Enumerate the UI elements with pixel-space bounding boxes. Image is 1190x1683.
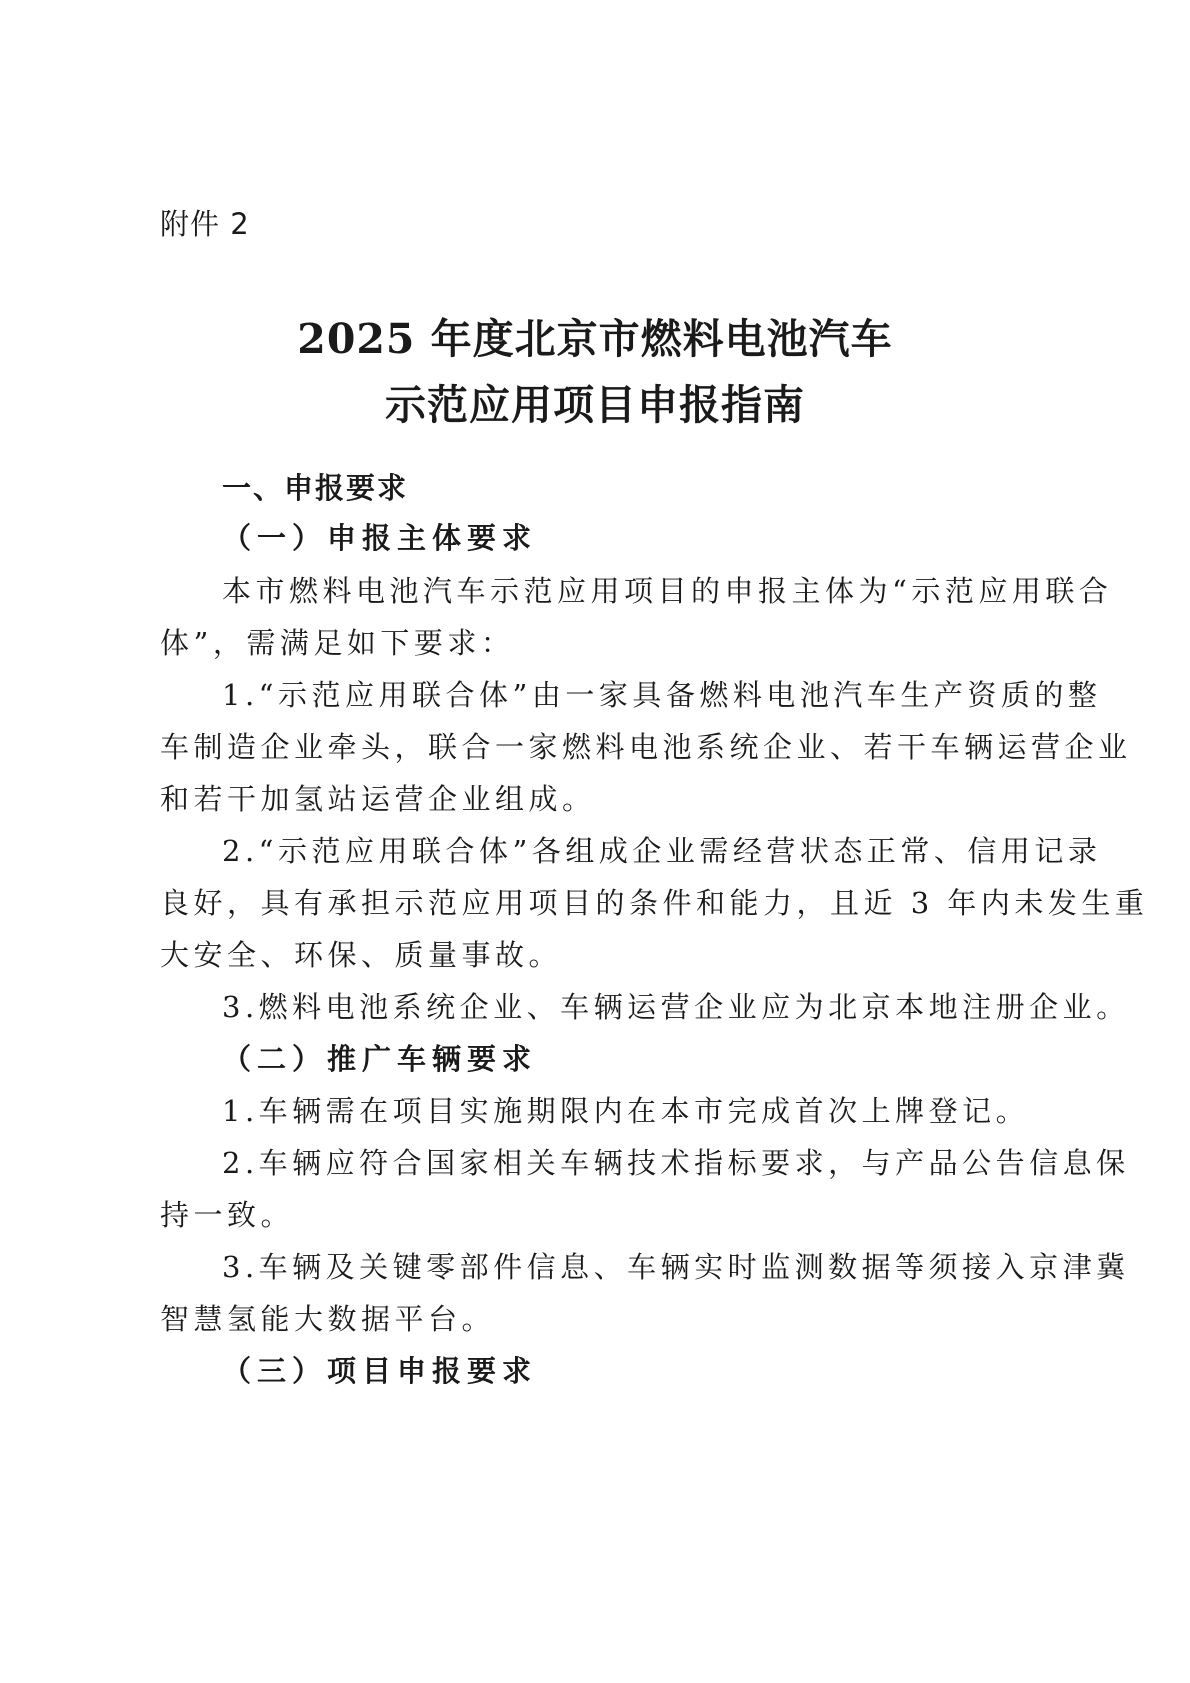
paragraph-line: 2.“示范应用联合体”各组成企业需经营状态正常、信用记录: [222, 834, 1102, 868]
attachment-label: 附件 2: [160, 207, 250, 241]
paragraph-line: 1.“示范应用联合体”由一家具备燃料电池汽车生产资质的整: [222, 678, 1102, 712]
paragraph-line: 2.车辆应符合国家相关车辆技术指标要求，与产品公告信息保: [222, 1146, 1130, 1180]
document-title-line-2: 示范应用项目申报指南: [385, 381, 805, 429]
paragraph-line: 良好，具有承担示范应用项目的条件和能力，且近 3 年内未发生重: [160, 886, 1149, 920]
paragraph-line: 本市燃料电池汽车示范应用项目的申报主体为“示范应用联合: [222, 574, 1113, 608]
paragraph-line: 持一致。: [160, 1198, 295, 1232]
paragraph-line: 车制造企业牵头，联合一家燃料电池系统企业、若干车辆运营企业: [160, 730, 1132, 764]
subsection-heading-1: （一）申报主体要求: [222, 521, 538, 555]
paragraph-line: 1.车辆需在项目实施期限内在本市完成首次上牌登记。: [222, 1094, 1030, 1128]
subsection-heading-3: （三）项目申报要求: [222, 1354, 538, 1388]
paragraph-line: 3.燃料电池系统企业、车辆运营企业应为北京本地注册企业。: [222, 990, 1130, 1024]
section-heading-1: 一、申报要求: [222, 471, 409, 505]
paragraph-line: 和若干加氢站运营企业组成。: [160, 782, 596, 816]
subsection-heading-2: （二）推广车辆要求: [222, 1042, 538, 1076]
paragraph-line: 大安全、环保、质量事故。: [160, 938, 563, 972]
paragraph-line: 3.车辆及关键零部件信息、车辆实时监测数据等须接入京津冀: [222, 1250, 1130, 1284]
paragraph-line: 体”，需满足如下要求：: [160, 626, 515, 660]
paragraph-line: 智慧氢能大数据平台。: [160, 1302, 496, 1336]
document-title-line-1: 2025 年度北京市燃料电池汽车: [297, 315, 893, 363]
